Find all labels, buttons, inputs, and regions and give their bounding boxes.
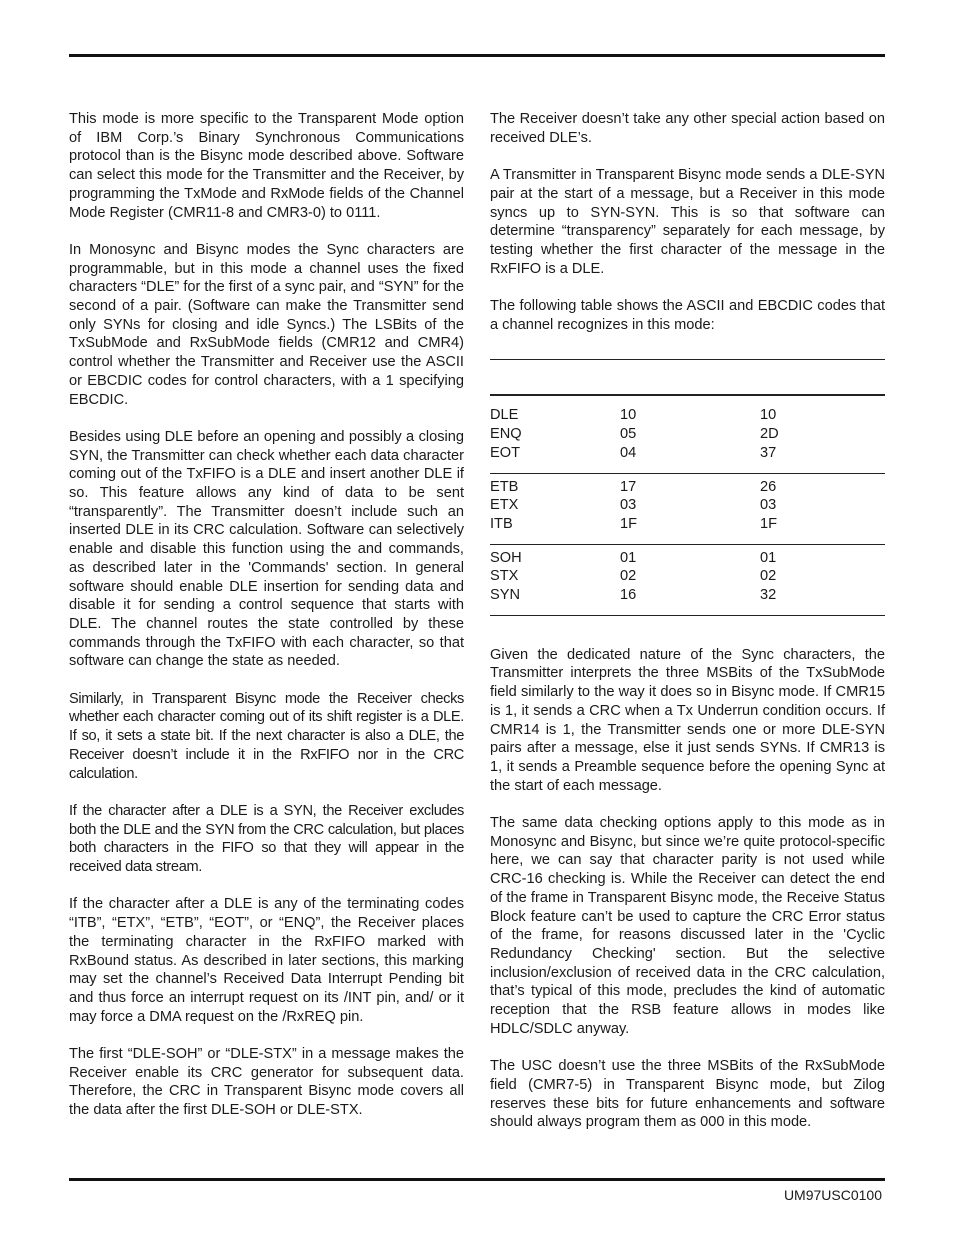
code-name: STX [490,568,519,585]
ascii-code: 04 [620,444,760,473]
table-row [490,544,885,567]
table-row [490,567,885,586]
ebcdic-code: 01 [760,549,777,566]
table-row [490,515,885,544]
ebcdic-code: 1F [760,515,885,544]
code-name: DLE [490,407,519,424]
table-row [490,473,885,496]
ascii-code: 1F [620,515,760,544]
ebcdic-code: 03 [760,497,777,514]
ebcdic-code: 10 [760,407,777,424]
right-column [490,110,885,1151]
table-group [490,544,885,615]
ebcdic-code: 2D [760,426,779,443]
paragraph: This mode is more specific to the Transparent Mode option of IBM Corp.’s Binary Synchronous Communications protocol than is the Bisync mode described above. Software can select this mode for the Transmitter and the Receiver, by programming the TxMode and RxMode fields of the Channel Mode Register (CMR11-8 and CMR3-0) to 0111. [69,111,464,221]
code-name: ETB [490,478,519,495]
footer-rule [69,1178,885,1181]
paragraph: The Receiver doesn’t take any other special action based on received DLE’s. [490,111,885,146]
code-name: ITB [490,515,620,544]
paragraph: If the character after a DLE is a SYN, the Receiver excludes both the DLE and the SYN from the CRC calculation, but places both characters in the FIFO so that they will appear in the received data stream. [69,802,464,876]
table-row [490,425,885,444]
ebcdic-code: 32 [760,586,885,615]
paragraph: Given the dedicated nature of the Sync characters, the Transmitter interprets the three MSBits of the TxSubMode field similarly to the way it does so in Bisync mode. If CMR15 is 1, it sends a CRC when a Tx Underrun condition occurs. If CMR14 is 1, the Transmitter sends one or more DLE-SYN pairs after a message, else it just sends SYNs. If CMR13 is 1, it sends a Preamble sequence before the opening Sync at the start of each message. [490,646,885,794]
ascii-code: 10 [620,407,637,424]
ascii-code: 01 [620,549,637,566]
ascii-code: 05 [620,426,637,443]
table-row [490,402,885,425]
ascii-code: 16 [620,586,760,615]
code-name: EOT [490,444,620,473]
ebcdic-code: 02 [760,568,777,585]
paragraph: In Monosync and Bisync modes the Sync characters are programmable, but in this mode a channel uses the fixed characters “DLE” for the first of a sync pair, and “SYN” for the second of a pair. (Software can make the Transmitter send only SYNs for closing and idle Syncs.) The LSBits of the TxSubMode and RxSubMode fields (CMR12 and CMR4) control whether the Transmitter and Receiver use the ASCII or EBCDIC codes for control characters, with a 1 specifying EBCDIC. [69,241,464,408]
paragraph: If the character after a DLE is any of the terminating codes “ITB”, “ETX”, “ETB”, “EOT”, or “ENQ”, the Receiver places the terminating character in the RxFIFO marked with RxBound status. As described in later sections, this marking may set the channel’s Received Data Interrupt Pending bit and thus force an interrupt request on its /INT pin, and/ or it may force a DMA request on the /RxREQ pin. [69,896,464,1025]
table-row [490,496,885,515]
code-name: SOH [490,549,522,566]
paragraph: The same data checking options apply to this mode as in Monosync and Bisync, but since we’re quite protocol-specific here, we can say that character parity is not used while CRC-16 checking is. While the Receiver can detect the end of the frame in Transparent Bisync mode, the Receive Status Block feature can’t be used to capture the CRC Error status of the frame, for reasons discussed later in the 'Cyclic Redundancy Checking' section. But the selective inclusion/exclusion of received data in the CRC calculation, that’s typical of this mode, precludes the kind of automatic reception that the RSB feature allows in modes like HDLC/SDLC anyway. [490,815,885,1037]
control-code-table [490,359,885,615]
ascii-code: 03 [620,497,637,514]
document-code: UM97USC0100 [783,1187,882,1203]
paragraph: Similarly, in Transparent Bisync mode the Receiver checks whether each character coming out of its shift register is a DLE. If so, it sets a state bit. If the next character is also a DLE, the Receiver doesn’t include it in the RxFIFO nor in the CRC calculation. [69,690,464,782]
left-column [69,110,464,1139]
paragraph: The USC doesn’t use the three MSBits of the RxSubMode field (CMR7-5) in Transparent Bisync mode, but Zilog reserves these bits for future enhancements and software should always program them as 000 in this mode. [490,1058,885,1131]
paragraph: The first “DLE-SOH” or “DLE-STX” in a message makes the Receiver enable its CRC generator for subsequent data. Therefore, the CRC in Transparent Bisync mode covers all the data after the first DLE-SOH or DLE-STX. [69,1046,464,1119]
ascii-code: 02 [620,568,637,585]
code-name: ETX [490,497,519,514]
code-name: SYN [490,586,620,615]
table-header-rule [490,395,885,402]
table-header-space [490,360,885,396]
code-name: ENQ [490,426,522,443]
table-row [490,586,885,615]
ebcdic-code: 37 [760,444,885,473]
ebcdic-code: 26 [760,478,777,495]
paragraph: Besides using DLE before an opening and possibly a closing SYN, the Transmitter can check whether each data character coming out of the TxFIFO is a DLE and insert another DLE if so. This feature allows any kind of data to be sent “transparently”. The Transmitter doesn’t include such an inserted DLE in its CRC calculation. Software can selectively enable and disable this function using the and commands, as described later in the 'Commands' section. In general software should enable DLE insertion for sending data and disable it for sending a control sequence that starts with DLE. The channel routes the state controlled by these commands through the TxFIFO with each character, so that software can change the state as needed. [69,428,464,670]
header-rule [69,54,885,57]
paragraph: A Transmitter in Transparent Bisync mode sends a DLE-SYN pair at the start of a message, but a Receiver in this mode syncs up to SYN-SYN. This is so that software can determine “transparency” separately for each message, by testing whether the first character of the message in the RxFIFO is a DLE. [490,167,885,277]
paragraph: The following table shows the ASCII and EBCDIC codes that a channel recognizes in this mode: [490,298,885,333]
ascii-code: 17 [620,478,637,495]
table-row [490,444,885,473]
table-group [490,402,885,473]
table-group [490,473,885,544]
